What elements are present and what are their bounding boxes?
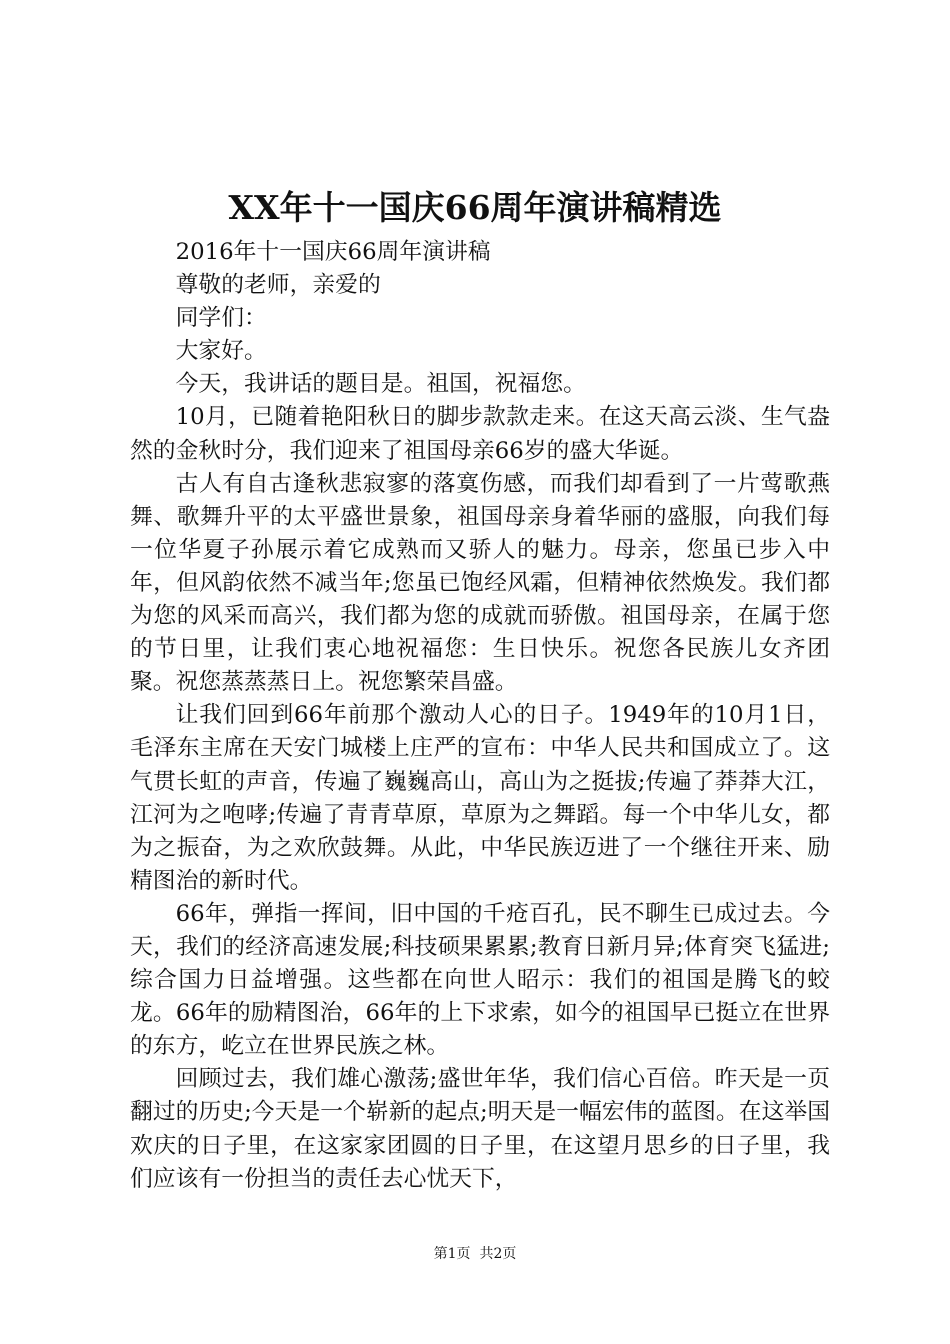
paragraph-greeting: 大家好。 [175,338,267,365]
paragraph-salutation-cont: 同学们： [175,305,267,332]
paragraph-body-5: 回顾过去，我们雄心激荡;盛世年华，我们信心百倍。昨天是一页翻过的历史;今天是一个崭新的起点;明天是一幅宏伟的蓝图。在这举国欢庆的日子里，在这家家团圆的日子里，在这望月思乡的日子里，我们应该有一份担当的责任去心忧天下， [130,1066,830,1192]
paragraph-body-4: 66年，弹指一挥间，旧中国的千疮百孔，民不聊生已成过去。今天，我们的经济高速发展;科技硕果累累;教育日新月异;体育突飞猛进;综合国力日益增强。这些都在向世人昭示：我们的祖国是腾飞的蛟龙。66年的励精图治，66年的上下求索，如今的祖国早已挺立在世界的东方，屹立在世界民族之林。 [130,900,830,1060]
paragraph-topic: 今天，我讲话的题目是。祖国，祝福您。 [175,371,586,398]
page-number: 第1页 [433,1246,471,1262]
paragraph-body-1: 10月，已随着艳阳秋日的脚步款款走来。在这天高云淡、生气盎然的金秋时分，我们迎来了祖国母亲66岁的盛大华诞。 [130,404,830,464]
paragraph-salutation: 尊敬的老师，亲爱的 [175,272,381,299]
page-footer [0,1244,950,1264]
document-body [130,236,830,1196]
page-total: 共2页 [479,1246,517,1262]
paragraph-body-2: 古人有自古逢秋悲寂寥的落寞伤感，而我们却看到了一片莺歌燕舞、歌舞升平的太平盛世景象，祖国母亲身着华丽的盛服，向我们每一位华夏子孙展示着它成熟而又骄人的魅力。母亲，您虽已步入中年，但风韵依然不减当年;您虽已饱经风霜，但精神依然焕发。我们都为您的风采而高兴，我们都为您的成就而骄傲。祖国母亲，在属于您的节日里，让我们衷心地祝福您：生日快乐。祝您各民族儿女齐团聚。祝您蒸蒸蒸日上。祝您繁荣昌盛。 [130,470,830,696]
document-title: XX年十一国庆66周年演讲稿精选 [228,188,722,227]
paragraph-speech-heading: 2016年十一国庆66周年演讲稿 [175,239,491,265]
paragraph-body-3: 让我们回到66年前那个激动人心的日子。1949年的10月1日，毛泽东主席在天安门城楼上庄严的宣布：中华人民共和国成立了。这气贯长虹的声音，传遍了巍巍高山，高山为之挺拔;传遍了莽莽大江，江河为之咆哮;传遍了青青草原，草原为之舞蹈。每一个中华儿女，都为之振奋，为之欢欣鼓舞。从此，中华民族迈进了一个继往开来、励精图治的新时代。 [130,702,830,894]
